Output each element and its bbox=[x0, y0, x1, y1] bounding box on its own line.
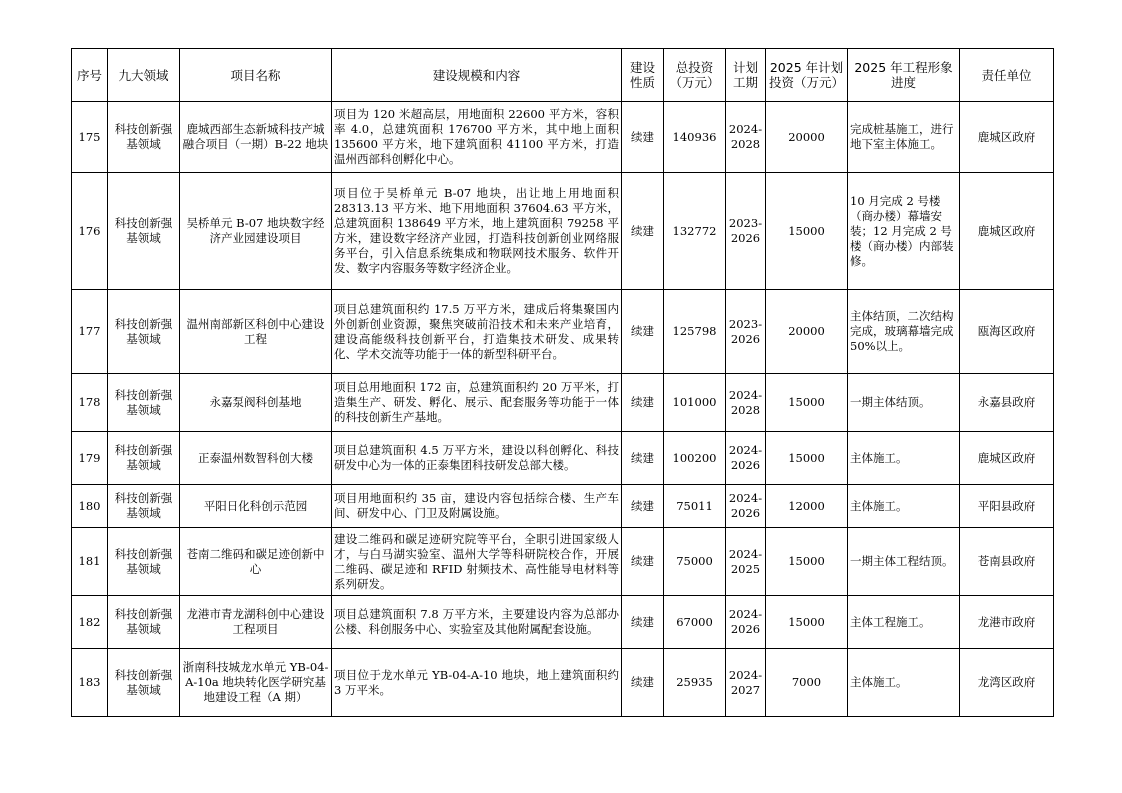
cell-total: 75000 bbox=[664, 528, 726, 596]
cell-seq: 181 bbox=[72, 528, 108, 596]
cell-plan: 15000 bbox=[766, 596, 848, 649]
cell-content: 项目为 120 米超高层，用地面积 22600 平方米，容积率 4.0，总建筑面积 176700 平方米，其中地上面积 135600 平方米，地下建筑面积 41100 平方米，打造温州西部科创孵化中心。 bbox=[332, 102, 622, 173]
cell-domain: 科技创新强基领域 bbox=[108, 173, 180, 290]
cell-unit: 永嘉县政府 bbox=[960, 374, 1054, 432]
cell-plan: 20000 bbox=[766, 290, 848, 374]
cell-seq: 176 bbox=[72, 173, 108, 290]
cell-content: 项目位于吴桥单元 B-07 地块，出让地上用地面积 28313.13 平方米、地下用地面积 37604.63 平方米，总建筑面积 138649 平方米，地上建筑面积 79258 平方米，建设数字经济产业园，打造科技创新创业网络服务平台，引入信息系统集成和物联网技术服务、软件开发、数字内容服务等数字经济企业。 bbox=[332, 173, 622, 290]
cell-nature: 续建 bbox=[622, 485, 664, 528]
cell-nature: 续建 bbox=[622, 290, 664, 374]
cell-unit: 瓯海区政府 bbox=[960, 290, 1054, 374]
header-plan2025: 2025 年计划投资（万元） bbox=[766, 49, 848, 102]
header-nature: 建设性质 bbox=[622, 49, 664, 102]
header-unit: 责任单位 bbox=[960, 49, 1054, 102]
table-row bbox=[72, 290, 1054, 374]
table-row bbox=[72, 173, 1054, 290]
cell-unit: 鹿城区政府 bbox=[960, 173, 1054, 290]
cell-nature: 续建 bbox=[622, 596, 664, 649]
cell-plan: 15000 bbox=[766, 528, 848, 596]
cell-unit: 龙港市政府 bbox=[960, 596, 1054, 649]
cell-total: 101000 bbox=[664, 374, 726, 432]
cell-progress: 一期主体结顶。 bbox=[848, 374, 960, 432]
cell-content: 项目总建筑面积约 17.5 万平方米，建成后将集聚国内外创新创业资源，聚焦突破前沿技术和未来产业培育，建设高能级科技创新平台，打造集技术研发、成果转化、学术交流等功能于一体的新型科研平台。 bbox=[332, 290, 622, 374]
cell-unit: 龙湾区政府 bbox=[960, 649, 1054, 717]
header-seq: 序号 bbox=[72, 49, 108, 102]
cell-content: 建设二维码和碳足迹研究院等平台，全职引进国家级人才，与白马湖实验室、温州大学等科研院校合作，开展二维码、碳足迹和 RFID 射频技术、高性能导电材料等系列研发。 bbox=[332, 528, 622, 596]
table-row bbox=[72, 374, 1054, 432]
cell-plan: 15000 bbox=[766, 374, 848, 432]
cell-unit: 鹿城区政府 bbox=[960, 102, 1054, 173]
project-table bbox=[71, 48, 1054, 717]
header-content: 建设规模和内容 bbox=[332, 49, 622, 102]
table-row bbox=[72, 596, 1054, 649]
cell-domain: 科技创新强基领域 bbox=[108, 528, 180, 596]
cell-progress: 10 月完成 2 号楼（商办楼）幕墙安装；12 月完成 2 号楼（商办楼）内部装修。 bbox=[848, 173, 960, 290]
table-row bbox=[72, 432, 1054, 485]
cell-period: 2024-2026 bbox=[726, 432, 766, 485]
cell-total: 132772 bbox=[664, 173, 726, 290]
header-domain: 九大领域 bbox=[108, 49, 180, 102]
cell-name: 永嘉泵阀科创基地 bbox=[180, 374, 332, 432]
cell-plan: 12000 bbox=[766, 485, 848, 528]
cell-unit: 平阳县政府 bbox=[960, 485, 1054, 528]
cell-plan: 15000 bbox=[766, 173, 848, 290]
cell-nature: 续建 bbox=[622, 173, 664, 290]
cell-name: 平阳日化科创示范园 bbox=[180, 485, 332, 528]
cell-domain: 科技创新强基领域 bbox=[108, 102, 180, 173]
table-header bbox=[72, 49, 1054, 102]
header-total: 总投资（万元） bbox=[664, 49, 726, 102]
cell-progress: 主体施工。 bbox=[848, 485, 960, 528]
cell-domain: 科技创新强基领域 bbox=[108, 596, 180, 649]
cell-content: 项目用地面积约 35 亩，建设内容包括综合楼、生产车间、研发中心、门卫及附属设施。 bbox=[332, 485, 622, 528]
cell-period: 2024-2026 bbox=[726, 485, 766, 528]
cell-domain: 科技创新强基领域 bbox=[108, 432, 180, 485]
cell-plan: 20000 bbox=[766, 102, 848, 173]
cell-content: 项目位于龙水单元 YB-04-A-10 地块，地上建筑面积约 3 万平米。 bbox=[332, 649, 622, 717]
cell-period: 2024-2028 bbox=[726, 102, 766, 173]
header-progress2025: 2025 年工程形象进度 bbox=[848, 49, 960, 102]
cell-nature: 续建 bbox=[622, 374, 664, 432]
table-row bbox=[72, 485, 1054, 528]
cell-period: 2023-2026 bbox=[726, 173, 766, 290]
cell-progress: 主体工程施工。 bbox=[848, 596, 960, 649]
table-body bbox=[72, 102, 1054, 717]
cell-content: 项目总建筑面积 7.8 万平方米，主要建设内容为总部办公楼、科创服务中心、实验室及其他附属配套设施。 bbox=[332, 596, 622, 649]
cell-period: 2024-2027 bbox=[726, 649, 766, 717]
cell-progress: 一期主体工程结顶。 bbox=[848, 528, 960, 596]
cell-seq: 183 bbox=[72, 649, 108, 717]
cell-unit: 鹿城区政府 bbox=[960, 432, 1054, 485]
cell-seq: 175 bbox=[72, 102, 108, 173]
cell-name: 鹿城西部生态新城科技产城融合项目（一期）B-22 地块 bbox=[180, 102, 332, 173]
cell-seq: 179 bbox=[72, 432, 108, 485]
cell-unit: 苍南县政府 bbox=[960, 528, 1054, 596]
cell-progress: 完成桩基施工，进行地下室主体施工。 bbox=[848, 102, 960, 173]
cell-plan: 15000 bbox=[766, 432, 848, 485]
cell-total: 25935 bbox=[664, 649, 726, 717]
cell-domain: 科技创新强基领域 bbox=[108, 374, 180, 432]
cell-progress: 主体施工。 bbox=[848, 649, 960, 717]
cell-total: 75011 bbox=[664, 485, 726, 528]
cell-total: 140936 bbox=[664, 102, 726, 173]
cell-period: 2024-2028 bbox=[726, 374, 766, 432]
cell-seq: 182 bbox=[72, 596, 108, 649]
cell-progress: 主体施工。 bbox=[848, 432, 960, 485]
cell-name: 苍南二维码和碳足迹创新中心 bbox=[180, 528, 332, 596]
header-name: 项目名称 bbox=[180, 49, 332, 102]
cell-progress: 主体结顶，二次结构完成，玻璃幕墙完成 50%以上。 bbox=[848, 290, 960, 374]
cell-content: 项目总建筑面积 4.5 万平方米，建设以科创孵化、科技研发中心为一体的正泰集团科技研发总部大楼。 bbox=[332, 432, 622, 485]
cell-period: 2024-2025 bbox=[726, 528, 766, 596]
cell-name: 吴桥单元 B-07 地块数字经济产业园建设项目 bbox=[180, 173, 332, 290]
table-row bbox=[72, 649, 1054, 717]
table-row bbox=[72, 528, 1054, 596]
table-row bbox=[72, 102, 1054, 173]
cell-nature: 续建 bbox=[622, 528, 664, 596]
cell-content: 项目总用地面积 172 亩，总建筑面积约 20 万平米，打造集生产、研发、孵化、展示、配套服务等功能于一体的科技创新生产基地。 bbox=[332, 374, 622, 432]
cell-nature: 续建 bbox=[622, 649, 664, 717]
cell-name: 温州南部新区科创中心建设工程 bbox=[180, 290, 332, 374]
cell-domain: 科技创新强基领域 bbox=[108, 649, 180, 717]
cell-plan: 7000 bbox=[766, 649, 848, 717]
cell-total: 67000 bbox=[664, 596, 726, 649]
cell-seq: 180 bbox=[72, 485, 108, 528]
cell-period: 2023-2026 bbox=[726, 290, 766, 374]
cell-period: 2024-2026 bbox=[726, 596, 766, 649]
cell-domain: 科技创新强基领域 bbox=[108, 290, 180, 374]
cell-total: 100200 bbox=[664, 432, 726, 485]
cell-domain: 科技创新强基领域 bbox=[108, 485, 180, 528]
cell-seq: 178 bbox=[72, 374, 108, 432]
cell-nature: 续建 bbox=[622, 102, 664, 173]
cell-nature: 续建 bbox=[622, 432, 664, 485]
cell-total: 125798 bbox=[664, 290, 726, 374]
cell-name: 龙港市青龙湖科创中心建设工程项目 bbox=[180, 596, 332, 649]
header-period: 计划工期 bbox=[726, 49, 766, 102]
cell-seq: 177 bbox=[72, 290, 108, 374]
cell-name: 正泰温州数智科创大楼 bbox=[180, 432, 332, 485]
cell-name: 浙南科技城龙水单元 YB-04-A-10a 地块转化医学研究基地建设工程（A 期） bbox=[180, 649, 332, 717]
